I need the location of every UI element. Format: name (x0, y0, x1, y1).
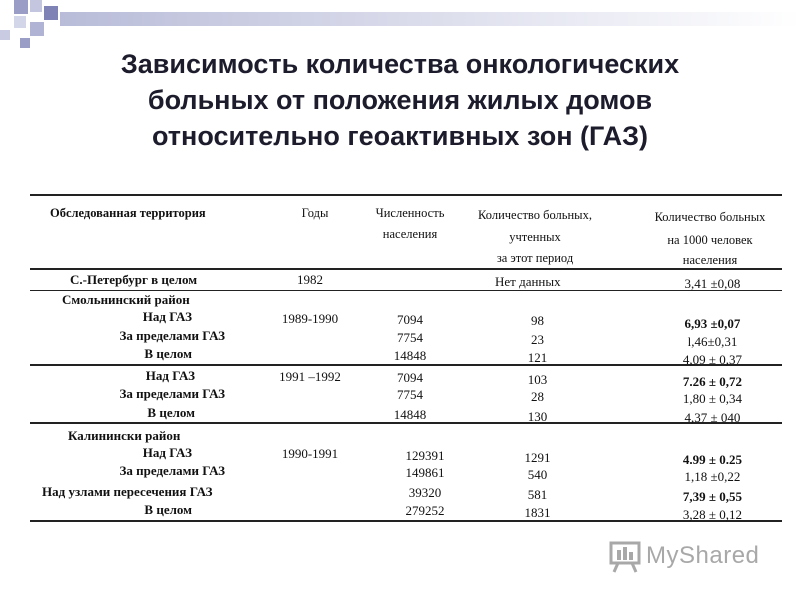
row-patients: 130 (527, 409, 548, 424)
row-population: 279252 (405, 503, 445, 518)
header-patients: Количество больных, (478, 208, 592, 222)
district-name: Смольнинский район (62, 292, 190, 307)
deco-square (44, 6, 58, 20)
header-rate: населения (682, 253, 738, 267)
row-patients: 121 (527, 350, 548, 365)
row-patients: 581 (527, 487, 548, 502)
row-label: Над ГАЗ (142, 445, 192, 460)
title-line: Зависимость количества онкологических (120, 49, 680, 79)
row-rate: 3,28 ± 0,12 (682, 507, 743, 522)
row-label: В целом (147, 405, 195, 420)
presentation-board-icon (608, 538, 644, 574)
row-patients: 1291 (524, 450, 551, 465)
row-label: Над ГАЗ (142, 309, 192, 324)
watermark-text: MyShared (646, 542, 760, 569)
row-population: 7754 (397, 387, 423, 402)
row-patients: 23 (531, 332, 544, 347)
row-population: 14848 (393, 407, 427, 422)
header-population: населения (382, 227, 438, 241)
row-label: Над узлами пересечения ГАЗ (42, 484, 213, 499)
title-line: больных от положения жилых домов (147, 85, 653, 115)
row-rate: l,46±0,31 (687, 334, 738, 349)
row-rate: 7,39 ± 0,55 (682, 489, 743, 504)
row-population: 7094 (397, 370, 423, 385)
block-years: 1991 –1992 (279, 369, 341, 384)
watermark-logo (606, 536, 776, 576)
row-rate: 1,18 ±0,22 (684, 469, 741, 484)
row-spb-name: С.-Петербург в целом (70, 272, 198, 287)
page-title (40, 46, 760, 154)
row-label: Над ГАЗ (145, 368, 195, 383)
row-rate: 4,09 ± 0,37 (682, 352, 743, 367)
deco-square (30, 0, 42, 12)
row-patients: 28 (531, 389, 544, 404)
row-rate: 6,93 ±0,07 (684, 316, 741, 331)
deco-square (30, 22, 44, 36)
block-years: 1989-1990 (281, 311, 339, 326)
table-rule (30, 268, 782, 270)
row-spb-patients: Нет данных (495, 274, 561, 289)
header-territory: Обследованная территория (50, 206, 206, 220)
row-label: В целом (144, 502, 192, 517)
row-spb-years: 1982 (297, 272, 323, 287)
header-population: Численность (375, 206, 445, 220)
row-population: 129391 (405, 448, 445, 463)
table-rule (30, 194, 782, 196)
row-population: 149861 (405, 465, 445, 480)
row-rate: 7.26 ± 0,72 (682, 374, 743, 389)
row-population: 7754 (397, 330, 423, 345)
deco-square (14, 0, 28, 14)
row-rate: 4.99 ± 0.25 (682, 452, 743, 467)
row-spb-rate: 3,41 ±0,08 (684, 276, 741, 291)
row-population: 14848 (393, 348, 427, 363)
row-population: 7094 (397, 312, 423, 327)
data-table (30, 194, 782, 529)
district-name: Калинински район (68, 428, 181, 443)
row-patients: 1831 (524, 505, 551, 520)
header-rate: на 1000 человек (667, 233, 753, 247)
row-label: За пределами ГАЗ (119, 463, 225, 478)
header-patients: учтенных (509, 230, 561, 244)
title-line: относительно геоактивных зон (ГАЗ) (151, 121, 649, 151)
deco-square (20, 38, 30, 48)
row-patients: 98 (531, 313, 544, 328)
header-years: Годы (301, 206, 329, 220)
row-label: За пределами ГАЗ (119, 328, 225, 343)
row-patients: 540 (527, 467, 548, 482)
deco-square (14, 16, 26, 28)
header-rate: Количество больных (654, 210, 766, 224)
row-label: За пределами ГАЗ (119, 386, 225, 401)
row-population: 39320 (408, 485, 442, 500)
block-years: 1990-1991 (281, 446, 339, 461)
header-patients: за этот период (496, 251, 574, 265)
row-rate: 1,80 ± 0,34 (682, 391, 743, 406)
deco-square (0, 30, 10, 40)
row-rate: 4,37 ± 040 (684, 410, 741, 425)
deco-band (60, 12, 800, 26)
row-label: В целом (144, 346, 192, 361)
row-patients: 103 (527, 372, 548, 387)
